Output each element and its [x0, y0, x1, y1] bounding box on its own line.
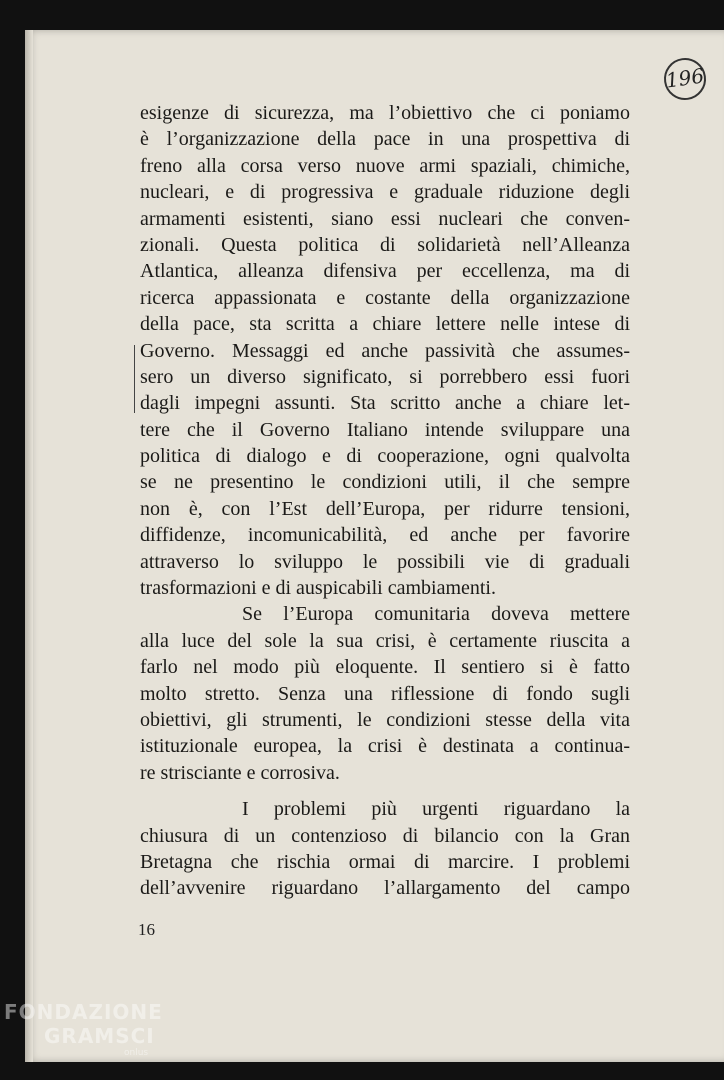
text-line: Governo. Messaggi ed anche passività che assumes-: [140, 339, 630, 362]
paragraph-3: [140, 796, 630, 902]
text-line: è l’organizzazione della pace in una prospettiva di: [140, 128, 630, 151]
text-line: ricerca appassionata e costante della organizzazione: [140, 286, 630, 309]
text-line: politica di dialogo e di cooperazione, ogni qualvolta: [140, 445, 630, 468]
text-line: Atlantica, alleanza difensiva per eccellenza, ma di: [140, 260, 630, 283]
text-line: non è, con l’Est dell’Europa, per ridurre tensioni,: [140, 497, 630, 520]
text-line: freno alla corsa verso nuove armi spaziali, chimiche,: [140, 154, 630, 177]
text-line: tere che il Governo Italiano intende sviluppare una: [140, 418, 630, 441]
text-line: armamenti esistenti, siano essi nucleari che conven-: [140, 207, 630, 230]
text-line: Bretagna che rischia ormai di marcire. I problemi: [140, 850, 630, 873]
text-line: trasformazioni e di auspicabili cambiamenti.: [140, 577, 496, 600]
text-line: obiettivi, gli strumenti, le condizioni stesse della vita: [140, 708, 630, 731]
paragraph-2: [140, 601, 630, 786]
text-line: nucleari, e di progressiva e graduale riduzione degli: [140, 181, 630, 204]
text-line: istituzionale europea, la crisi è destinata a continua-: [140, 735, 630, 758]
text-line: molto stretto. Senza una riflessione di fondo sugli: [140, 682, 630, 705]
text-line: alla luce del sole la sua crisi, è certamente riuscita a: [140, 629, 630, 652]
watermark-line-2: GRAMSCI: [44, 1024, 155, 1048]
text-line: zionali. Questa politica di solidarietà nell’Alleanza: [140, 233, 630, 256]
paragraph-1: [140, 100, 630, 601]
text-line: diffidenze, incomunicabilità, ed anche per favorire: [140, 524, 630, 547]
text-line: dagli impegni assunti. Sta scritto anche a chiare let-: [140, 392, 630, 415]
page-number: 16: [138, 920, 155, 939]
page-binding-shadow: [25, 30, 33, 1062]
text-line: I problemi più urgenti riguardano la: [242, 798, 630, 821]
text-line: della pace, sta scritta a chiare lettere nelle intese di: [140, 313, 630, 336]
text-line: Se l’Europa comunitaria doveva mettere: [242, 603, 630, 626]
text-line: esigenze di sicurezza, ma l’obiettivo che ci poniamo: [140, 102, 630, 124]
text-line: farlo nel modo più eloquente. Il sentiero si è fatto: [140, 656, 630, 679]
handwritten-folio-number: 196: [661, 55, 708, 102]
text-line: re strisciante e corrosiva.: [140, 761, 340, 784]
body-text: [140, 100, 630, 902]
watermark-line-1: FONDAZIONE: [4, 1000, 163, 1024]
text-line: sero un diverso significato, si porrebbero essi fuori: [140, 365, 630, 388]
watermark-line-3: onlus: [124, 1048, 149, 1058]
watermark-logo: [4, 1000, 163, 1058]
text-line: chiusura di un contenzioso di bilancio con la Gran: [140, 824, 630, 847]
margin-pencil-mark: [134, 345, 137, 413]
text-line: attraverso lo sviluppo le possibili vie di graduali: [140, 550, 630, 573]
text-line: se ne presentino le condizioni utili, il che sempre: [140, 471, 630, 494]
text-line: dell’avvenire riguardano l’allargamento del campo: [140, 877, 630, 900]
